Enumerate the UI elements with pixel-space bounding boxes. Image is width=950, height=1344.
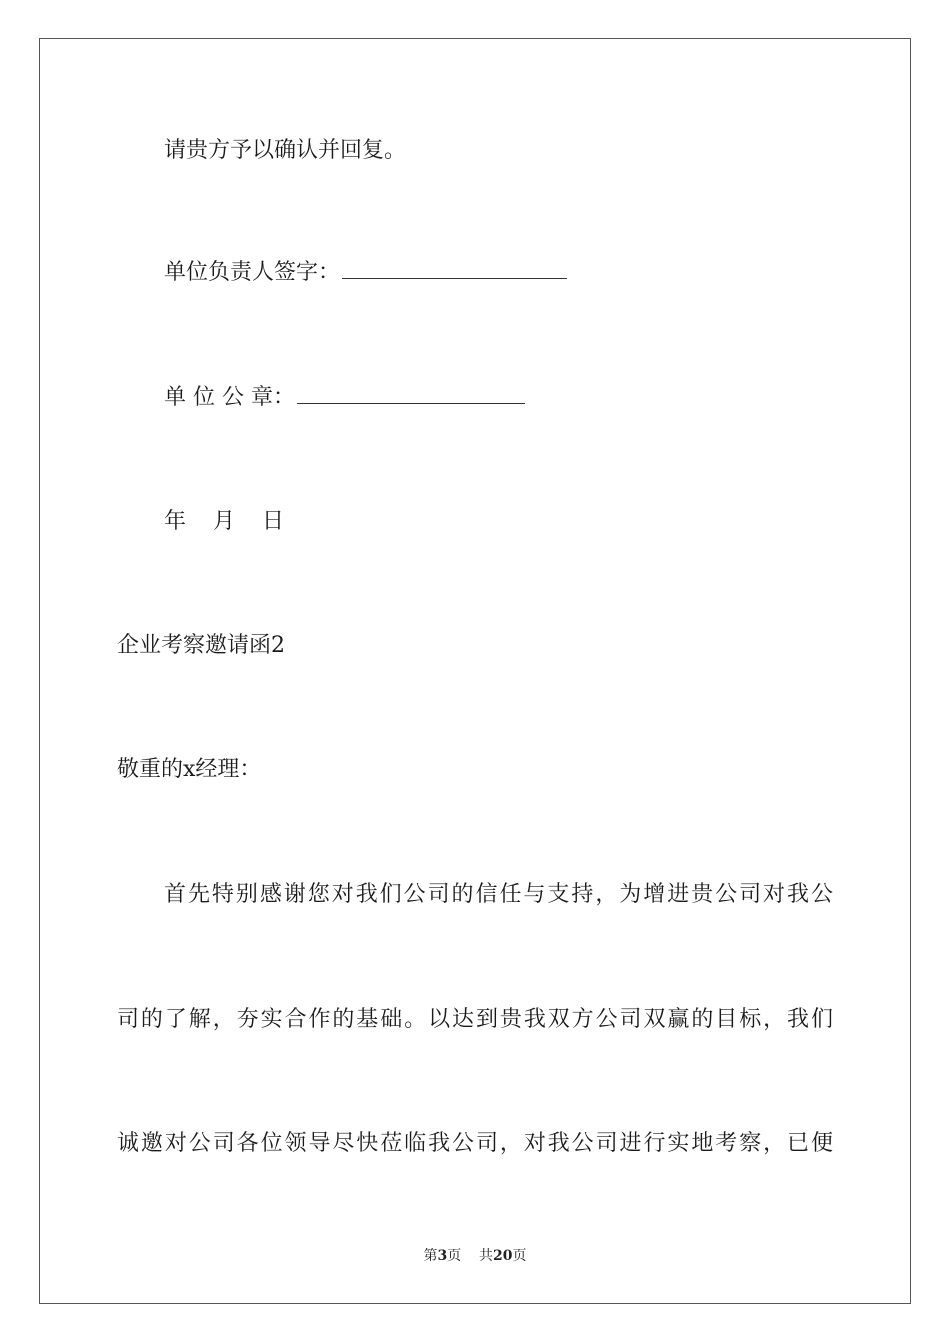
seal-label: 单 位 公 章：	[164, 385, 295, 410]
signature-blank-line[interactable]	[342, 277, 567, 279]
footer-total-pages: 20	[493, 1248, 513, 1264]
page-footer	[0, 1246, 950, 1266]
seal-row	[164, 383, 525, 413]
footer-total-prefix: 共	[479, 1248, 494, 1264]
signature-label: 单位负责人签字：	[164, 260, 341, 285]
paragraph-line-2: 司的了解，夯实合作的基础。以达到贵我双方公司双赢的目标，我们	[117, 1007, 833, 1032]
signature-row	[164, 258, 567, 288]
footer-prefix: 第	[423, 1248, 438, 1264]
footer-total-unit: 页	[512, 1248, 527, 1264]
confirm-line: 请贵方予以确认并回复。	[164, 138, 407, 163]
page-border	[39, 38, 911, 1304]
section-title: 企业考察邀请函2	[117, 633, 285, 658]
footer-page-unit: 页	[447, 1248, 462, 1264]
salutation: 敬重的x经理：	[117, 757, 262, 782]
footer-current-page: 3	[437, 1248, 448, 1264]
paragraph-line-3: 诚邀对公司各位领导尽快莅临我公司，对我公司进行实地考察，已便	[117, 1131, 833, 1156]
date-line: 年 月 日	[164, 509, 294, 534]
seal-blank-line[interactable]	[297, 402, 525, 404]
paragraph-line-1: 首先特别感谢您对我们公司的信任与支持，为增进贵公司对我公	[164, 882, 833, 907]
